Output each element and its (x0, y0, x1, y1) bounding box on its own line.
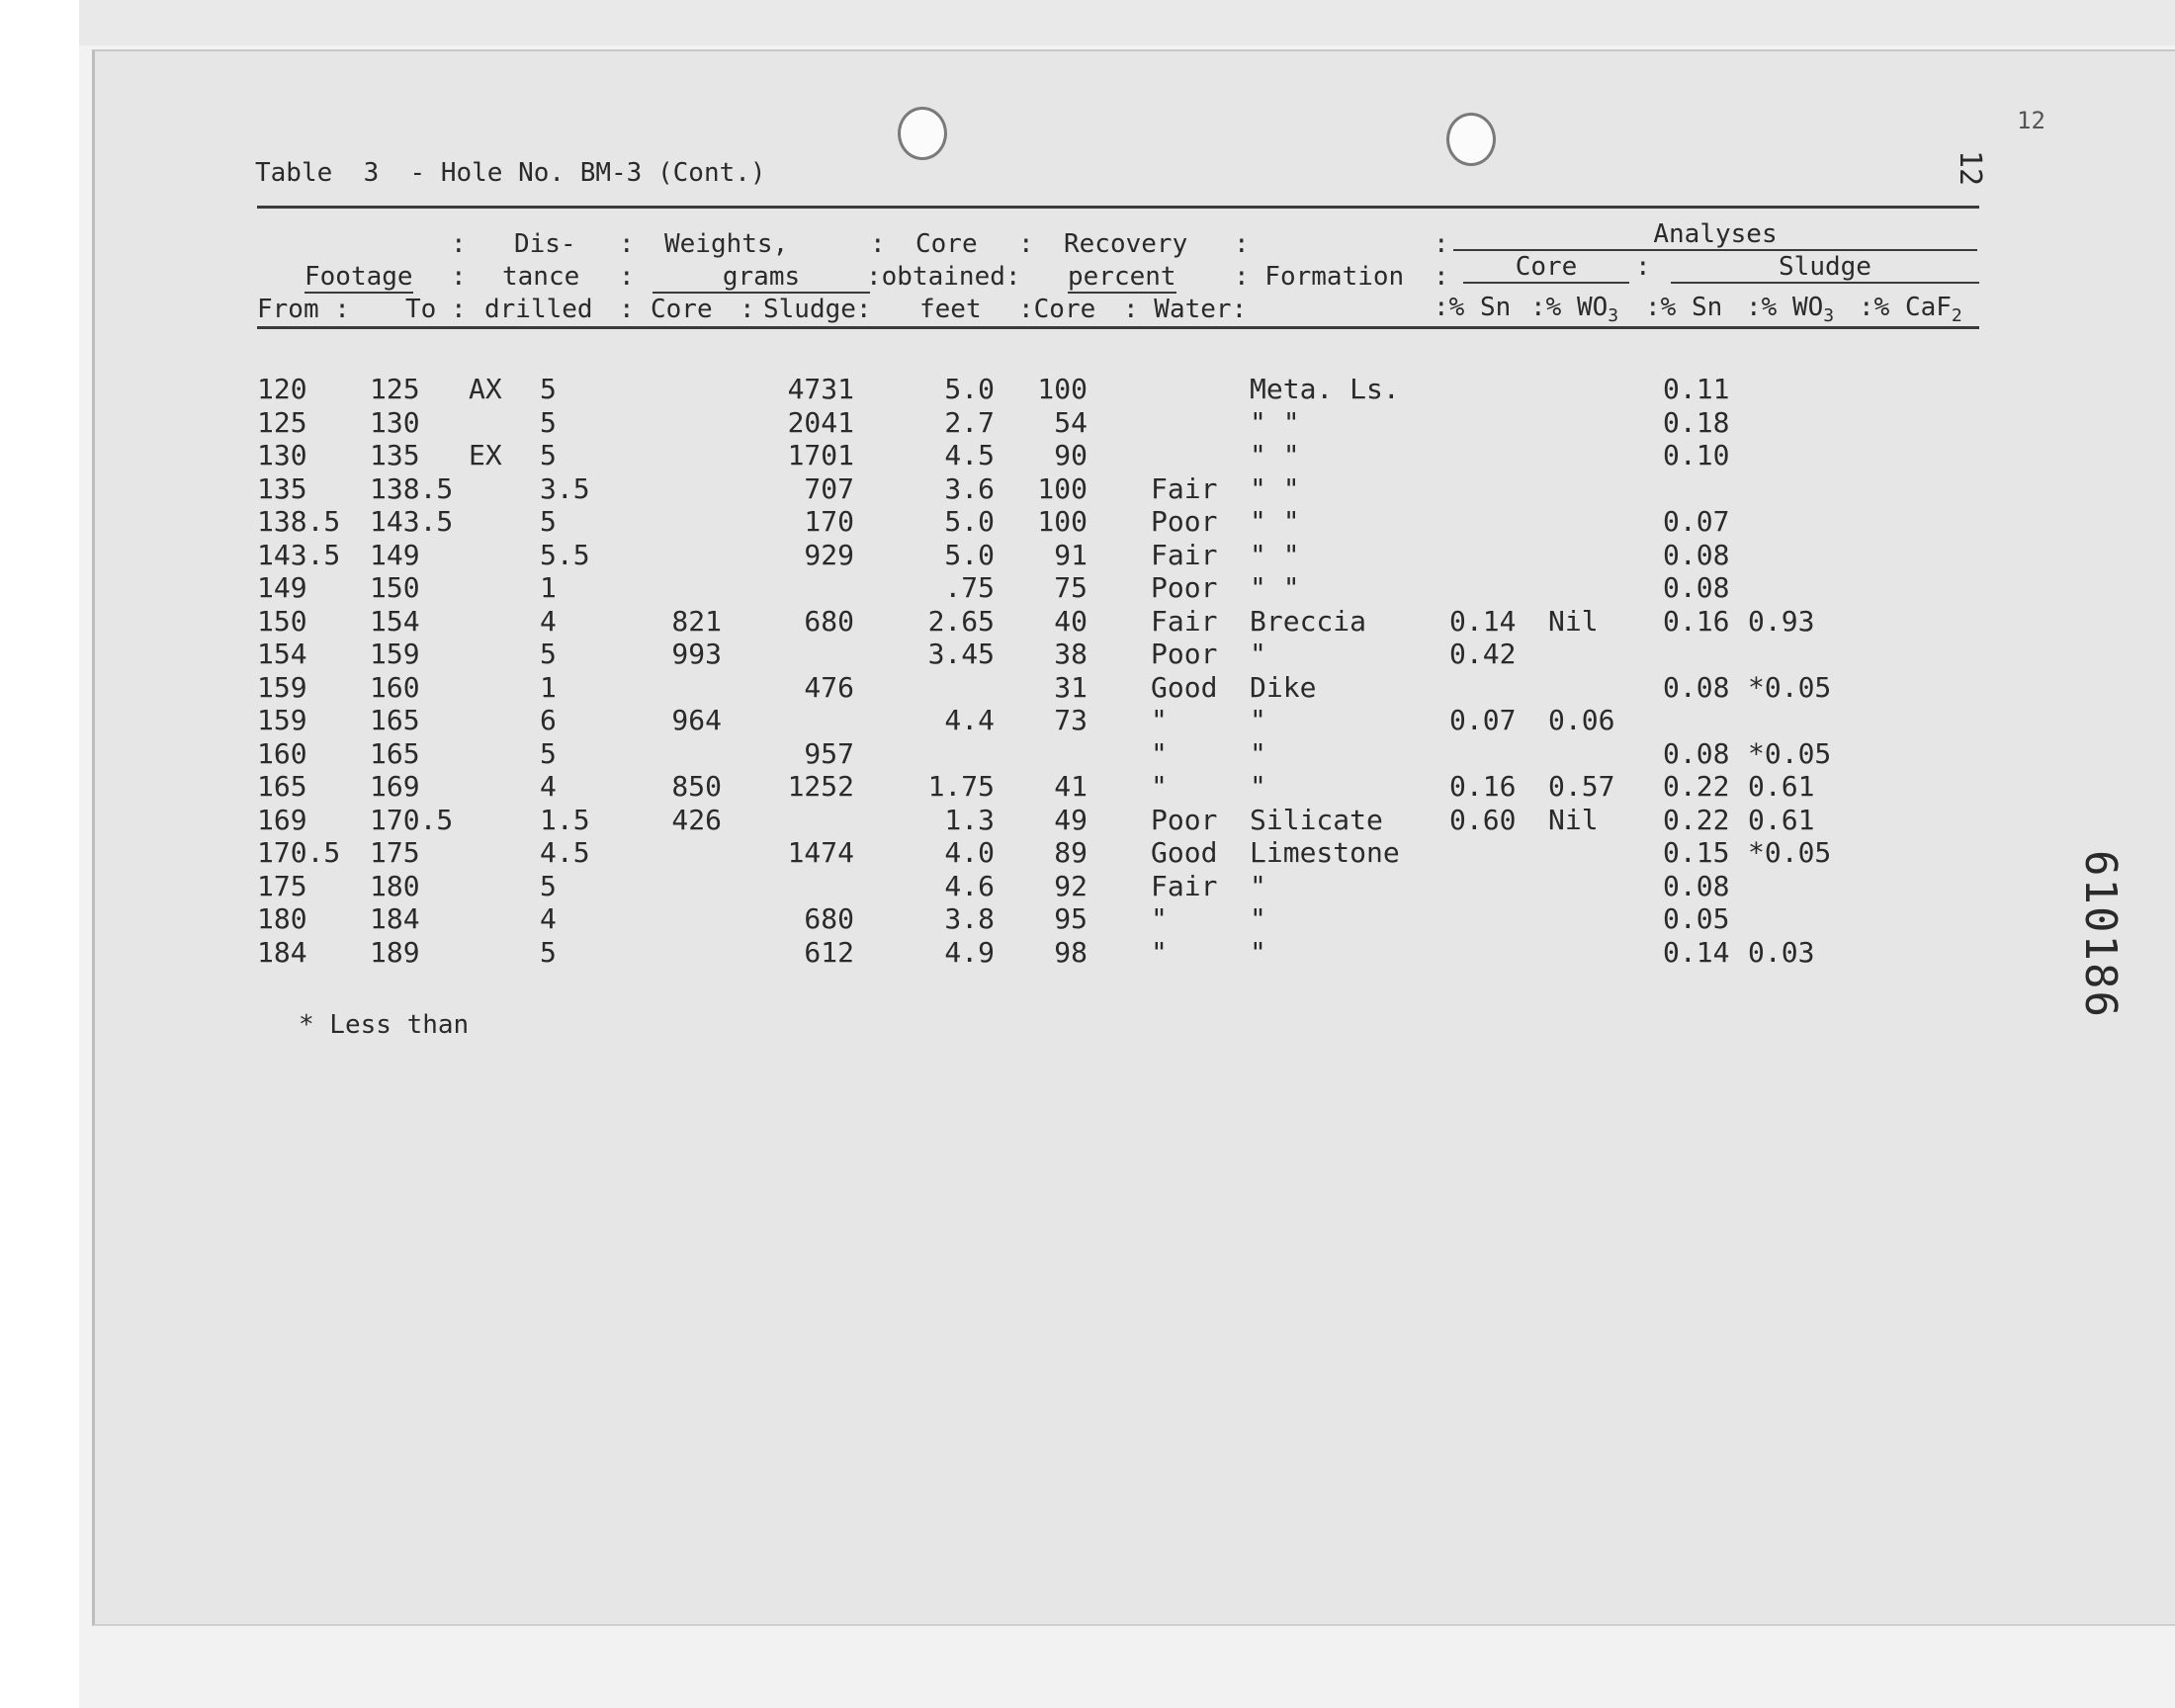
cell-sn-s: 0.08 (1663, 538, 1730, 571)
cell-to: 169 (370, 770, 420, 803)
cell-to: 184 (370, 902, 420, 935)
header-grams: grams (652, 262, 870, 294)
header-bottom-rule (257, 326, 1979, 329)
header-wo3-sludge: :% $WO_3$ (1746, 293, 1835, 326)
cell-rec-core: 91 (1054, 538, 1088, 571)
cell-to: 130 (370, 405, 420, 439)
cell-dist: 5 (540, 439, 557, 471)
cell-water: Fair (1151, 538, 1218, 571)
cell-from: 154 (257, 638, 307, 670)
cell-rec-core: 98 (1054, 935, 1088, 969)
header-colon-7c: : (1635, 252, 1651, 282)
cell-to: 135 (370, 439, 420, 471)
corner-mark: 12 (2017, 107, 2045, 134)
cell-feet: 4.9 (944, 935, 995, 969)
cell-formation: Limestone (1250, 836, 1400, 869)
cell-water: Poor (1151, 571, 1218, 604)
header-colon-2b: : (619, 262, 635, 292)
cell-feet: 2.65 (927, 604, 995, 638)
scan-margin (0, 0, 79, 1708)
cell-from: 160 (257, 736, 307, 770)
header-drilled: drilled (484, 295, 593, 324)
cell-formation: " " (1250, 505, 1300, 538)
cell-sn-s: 0.10 (1663, 439, 1730, 471)
cell-sludge-g: 707 (804, 471, 854, 505)
cell-dist: 4.5 (540, 836, 590, 869)
cell-wo3-s: 0.93 (1748, 604, 1815, 638)
cell-core-g: 964 (671, 704, 722, 736)
cell-sludge-g: 1252 (787, 770, 854, 803)
scan-top-margin (79, 0, 2175, 45)
cell-rec-core: 89 (1054, 836, 1088, 869)
header-colon-2c: : (619, 295, 635, 324)
cell-water: " (1151, 736, 1168, 770)
header-sn-core: :% Sn (1434, 293, 1512, 322)
cell-wo3-c: Nil (1548, 604, 1599, 638)
cell-rec-core: 92 (1054, 869, 1088, 902)
header-recovery-water: : Water: (1123, 295, 1248, 324)
cell-water: Poor (1151, 638, 1218, 670)
header-analyses-core: Core (1463, 252, 1629, 284)
cell-wo3-s: 0.61 (1748, 770, 1815, 803)
cell-from: 138.5 (257, 505, 341, 538)
cell-formation: " (1250, 638, 1266, 670)
header-recovery-core: :Core (1018, 295, 1096, 324)
cell-sludge-g: 476 (804, 670, 854, 704)
header-recovery: Recovery (1064, 229, 1188, 259)
punch-hole-left (898, 107, 947, 160)
cell-to: 180 (370, 869, 420, 902)
cell-dist: 5 (540, 638, 557, 670)
cell-to: 165 (370, 704, 420, 736)
cell-rec-core: 75 (1054, 571, 1088, 604)
cell-sn-c: 0.14 (1449, 604, 1517, 638)
cell-wo3-s: 0.03 (1748, 935, 1815, 969)
cell-from: 169 (257, 803, 307, 836)
page-number: 12 (1953, 150, 1987, 187)
cell-to: 165 (370, 736, 420, 770)
cell-dist: 1 (540, 571, 557, 604)
cell-sn-c: 0.07 (1449, 704, 1517, 736)
header-from: From : (257, 295, 350, 324)
header-footage: Footage (304, 262, 413, 292)
cell-from: 175 (257, 869, 307, 902)
cell-sn-c: 0.42 (1449, 638, 1517, 670)
cell-feet: 2.7 (944, 405, 995, 439)
cell-from: 170.5 (257, 836, 341, 869)
cell-feet: .75 (944, 571, 995, 604)
cell-dist: 1 (540, 670, 557, 704)
cell-to: 160 (370, 670, 420, 704)
cell-from: 150 (257, 604, 307, 638)
cell-dist: 4 (540, 604, 557, 638)
cell-from: 184 (257, 935, 307, 969)
cell-dist: 5 (540, 405, 557, 439)
cell-water: Fair (1151, 471, 1218, 505)
cell-water: " (1151, 704, 1168, 736)
cell-formation: " " (1250, 471, 1300, 505)
header-formation: : Formation (1234, 262, 1405, 292)
cell-feet: 3.6 (944, 471, 995, 505)
cell-rec-core: 100 (1037, 505, 1088, 538)
cell-water: Good (1151, 836, 1218, 869)
cell-sludge-g: 680 (804, 604, 854, 638)
cell-formation: " (1250, 902, 1266, 935)
cell-formation: " " (1250, 405, 1300, 439)
header-colon-3c: : (740, 295, 755, 324)
cell-wo3-c: 0.06 (1548, 704, 1615, 736)
cell-water: " (1151, 770, 1168, 803)
cell-water: " (1151, 935, 1168, 969)
cell-wo3-s: 0.61 (1748, 803, 1815, 836)
cell-water: Poor (1151, 505, 1218, 538)
cell-core-g: 426 (671, 803, 722, 836)
cell-sn-s: 0.15 (1663, 836, 1730, 869)
table-title: Table 3 - Hole No. BM-3 (Cont.) (255, 158, 766, 188)
header-colon-1c: : (451, 295, 467, 324)
cell-sn-s: 0.22 (1663, 770, 1730, 803)
header-colon-6a: : (1234, 229, 1250, 259)
header-colon-2a: : (619, 229, 635, 259)
cell-to: 149 (370, 538, 420, 571)
header-colon-7a: : (1434, 229, 1449, 259)
cell-feet: 4.4 (944, 704, 995, 736)
cell-rec-core: 90 (1054, 439, 1088, 471)
cell-sludge-g: 1474 (787, 836, 854, 869)
cell-to: 143.5 (370, 505, 454, 538)
cell-dist: 4 (540, 770, 557, 803)
header-colon-5a: : (1018, 229, 1034, 259)
header-analyses: Analyses (1453, 219, 1977, 251)
cell-feet: 4.5 (944, 439, 995, 471)
cell-from: 165 (257, 770, 307, 803)
cell-dist: 6 (540, 704, 557, 736)
cell-rec-core: 40 (1054, 604, 1088, 638)
header-obtained: :obtained: (866, 262, 1021, 292)
header-colon-7b: : (1434, 262, 1449, 292)
cell-to: 154 (370, 604, 420, 638)
cell-sn-s: 0.18 (1663, 405, 1730, 439)
cell-sn-s: 0.07 (1663, 505, 1730, 538)
document-id: 610186 (2075, 850, 2126, 1019)
cell-formation: Breccia (1250, 604, 1367, 638)
cell-rec-core: 49 (1054, 803, 1088, 836)
cell-sludge-g: 680 (804, 902, 854, 935)
cell-sn-s: 0.22 (1663, 803, 1730, 836)
header-analyses-sludge: Sludge (1671, 252, 1979, 284)
cell-feet: 4.6 (944, 869, 995, 902)
cell-to: 138.5 (370, 471, 454, 505)
cell-wo3-s: *0.05 (1748, 670, 1832, 704)
header-to: To (405, 295, 437, 324)
cell-sn-s: 0.08 (1663, 571, 1730, 604)
cell-bit: EX (469, 439, 502, 471)
header-percent: percent (1068, 262, 1176, 292)
cell-rec-core: 100 (1037, 373, 1088, 405)
cell-feet: 5.0 (944, 505, 995, 538)
header-caf2: :% CaF$_2$ (1859, 293, 1962, 326)
cell-to: 159 (370, 638, 420, 670)
cell-sn-c: 0.16 (1449, 770, 1517, 803)
cell-dist: 5.5 (540, 538, 590, 571)
cell-water: Fair (1151, 604, 1218, 638)
cell-feet: 1.3 (944, 803, 995, 836)
cell-core-g: 993 (671, 638, 722, 670)
cell-sludge-g: 1701 (787, 439, 854, 471)
header-sludge-weight: Sludge: (763, 295, 872, 324)
header-sn-sludge: :% Sn (1645, 293, 1723, 322)
cell-water: Fair (1151, 869, 1218, 902)
cell-rec-core: 73 (1054, 704, 1088, 736)
cell-wo3-c: Nil (1548, 803, 1599, 836)
cell-sn-s: 0.16 (1663, 604, 1730, 638)
footnote: * Less than (299, 1010, 470, 1040)
cell-sn-s: 0.05 (1663, 902, 1730, 935)
cell-wo3-s: *0.05 (1748, 836, 1832, 869)
cell-formation: " " (1250, 439, 1300, 471)
cell-rec-core: 38 (1054, 638, 1088, 670)
header-colon-4a: : (870, 229, 886, 259)
cell-formation: " " (1250, 538, 1300, 571)
cell-to: 150 (370, 571, 420, 604)
cell-from: 149 (257, 571, 307, 604)
header-colon-1b: : (451, 262, 467, 292)
cell-water: " (1151, 902, 1168, 935)
cell-sn-s: 0.11 (1663, 373, 1730, 405)
punch-hole-right (1446, 113, 1496, 166)
cell-formation: " (1250, 770, 1266, 803)
cell-sn-s: 0.08 (1663, 869, 1730, 902)
cell-wo3-s: *0.05 (1748, 736, 1832, 770)
cell-sludge-g: 170 (804, 505, 854, 538)
cell-formation: Dike (1250, 670, 1317, 704)
cell-feet: 5.0 (944, 373, 995, 405)
cell-formation: " (1250, 736, 1266, 770)
cell-dist: 5 (540, 935, 557, 969)
cell-dist: 5 (540, 373, 557, 405)
cell-formation: " (1250, 869, 1266, 902)
cell-dist: 3.5 (540, 471, 590, 505)
cell-rec-core: 54 (1054, 405, 1088, 439)
cell-to: 189 (370, 935, 420, 969)
cell-water: Poor (1151, 803, 1218, 836)
cell-formation: Meta. Ls. (1250, 373, 1400, 405)
cell-to: 170.5 (370, 803, 454, 836)
cell-sn-s: 0.08 (1663, 736, 1730, 770)
cell-dist: 5 (540, 736, 557, 770)
cell-formation: Silicate (1250, 803, 1383, 836)
cell-formation: " (1250, 704, 1266, 736)
header-dis: Dis- (514, 229, 576, 259)
cell-rec-core: 95 (1054, 902, 1088, 935)
cell-bit: AX (469, 373, 502, 405)
cell-sludge-g: 929 (804, 538, 854, 571)
cell-rec-core: 100 (1037, 471, 1088, 505)
cell-core-g: 850 (671, 770, 722, 803)
cell-dist: 5 (540, 505, 557, 538)
cell-feet: 1.75 (927, 770, 995, 803)
cell-sludge-g: 612 (804, 935, 854, 969)
cell-sn-s: 0.08 (1663, 670, 1730, 704)
cell-sludge-g: 2041 (787, 405, 854, 439)
header-tance: tance (502, 262, 580, 292)
header-wo3-core: :% $WO_3$ (1530, 293, 1619, 326)
cell-feet: 3.45 (927, 638, 995, 670)
cell-sludge-g: 957 (804, 736, 854, 770)
cell-water: Good (1151, 670, 1218, 704)
cell-dist: 4 (540, 902, 557, 935)
header-feet: feet (919, 295, 982, 324)
cell-rec-core: 41 (1054, 770, 1088, 803)
cell-formation: " (1250, 935, 1266, 969)
cell-rec-core: 31 (1054, 670, 1088, 704)
cell-to: 175 (370, 836, 420, 869)
cell-feet: 5.0 (944, 538, 995, 571)
cell-from: 125 (257, 405, 307, 439)
cell-from: 159 (257, 670, 307, 704)
header-weights: Weights, (664, 229, 789, 259)
cell-from: 130 (257, 439, 307, 471)
cell-from: 159 (257, 704, 307, 736)
cell-feet: 3.8 (944, 902, 995, 935)
cell-sn-s: 0.14 (1663, 935, 1730, 969)
cell-dist: 5 (540, 869, 557, 902)
cell-feet: 4.0 (944, 836, 995, 869)
cell-sn-c: 0.60 (1449, 803, 1517, 836)
cell-from: 143.5 (257, 538, 341, 571)
cell-formation: " " (1250, 571, 1300, 604)
header-core-obtained: Core (915, 229, 978, 259)
cell-from: 180 (257, 902, 307, 935)
cell-sludge-g: 4731 (787, 373, 854, 405)
header-colon-1a: : (451, 229, 467, 259)
cell-core-g: 821 (671, 604, 722, 638)
cell-to: 125 (370, 373, 420, 405)
cell-from: 120 (257, 373, 307, 405)
cell-dist: 1.5 (540, 803, 590, 836)
header-core-weight: Core (651, 295, 713, 324)
header-top-rule (257, 206, 1979, 209)
cell-from: 135 (257, 471, 307, 505)
cell-wo3-c: 0.57 (1548, 770, 1615, 803)
